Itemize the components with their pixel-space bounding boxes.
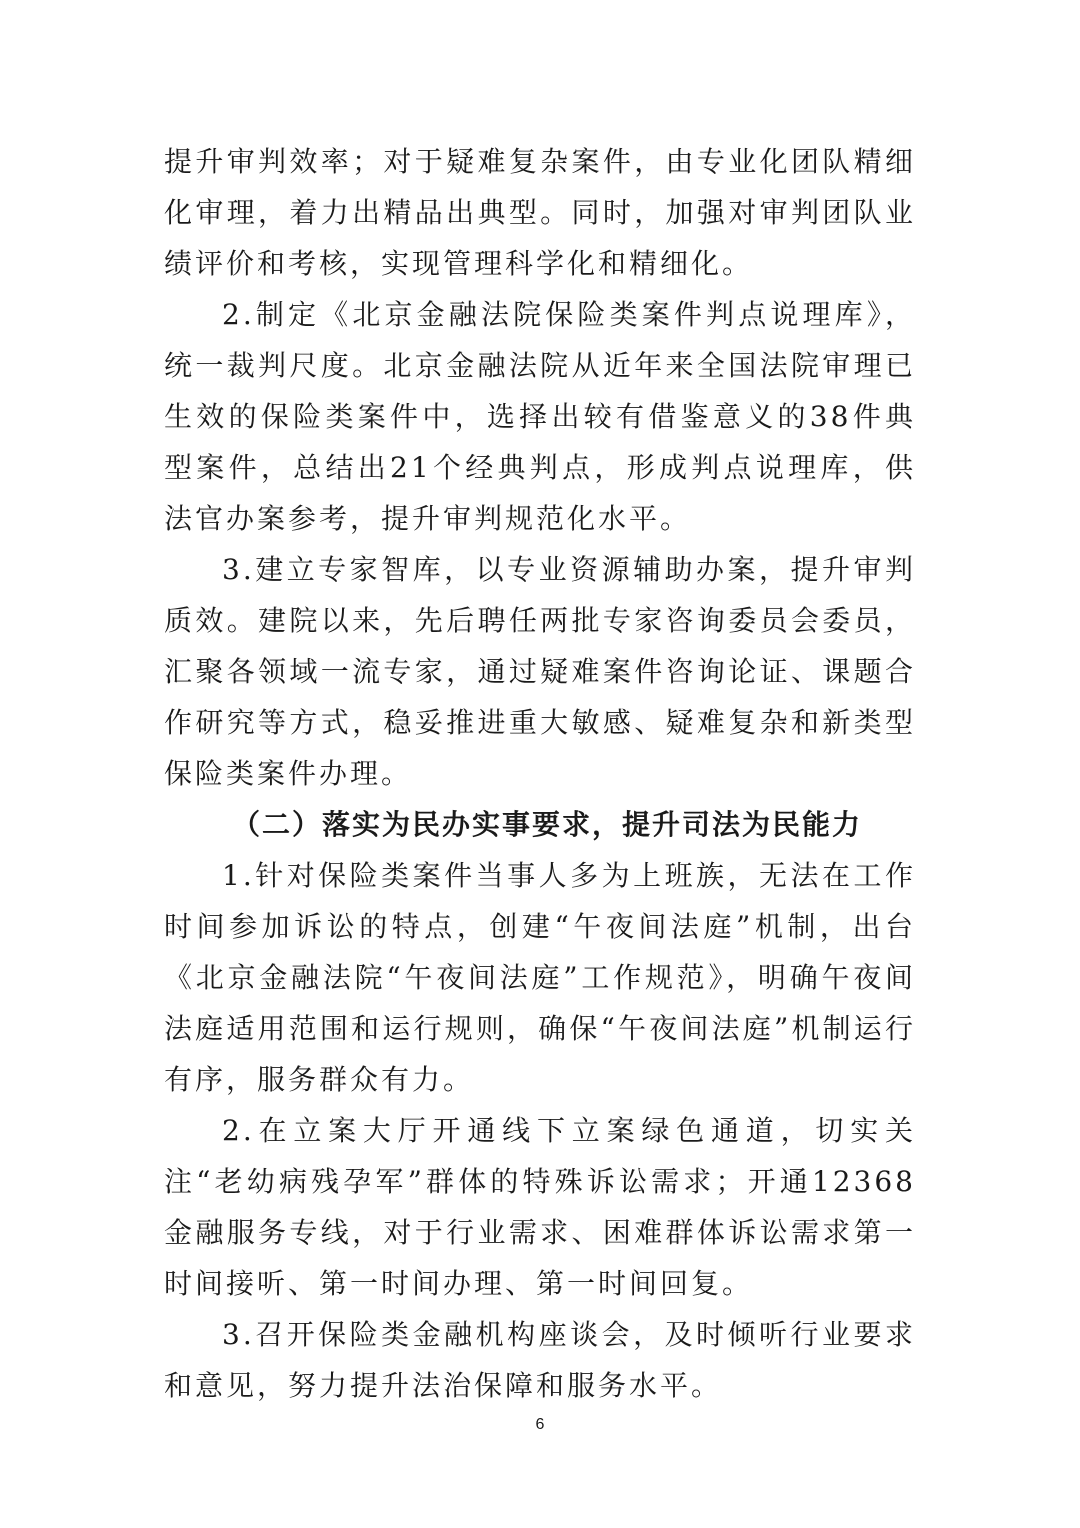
document-body: [164, 136, 916, 1411]
paragraph-item-3b: 3.召开保险类金融机构座谈会，及时倾听行业要求和意见，努力提升法治保障和服务水平。: [164, 1318, 916, 1402]
paragraph-item-1: 1.针对保险类案件当事人多为上班族，无法在工作时间参加诉讼的特点，创建“午夜间法庭”机制，出台《北京金融法院“午夜间法庭”工作规范》，明确午夜间法庭适用范围和运行规则，确保“午夜间法庭”机制运行有序，服务群众有力。: [164, 859, 916, 1096]
paragraph-item-2: 2.制定《北京金融法院保险类案件判点说理库》，统一裁判尺度。北京金融法院从近年来全国法院审理已生效的保险类案件中，选择出较有借鉴意义的38件典型案件，总结出21个经典判点，形成判点说理库，供法官办案参考，提升审判规范化水平。: [164, 298, 916, 535]
paragraph-continued: 提升审判效率；对于疑难复杂案件，由专业化团队精细化审理，着力出精品出典型。同时，加强对审判团队业绩评价和考核，实现管理科学化和精细化。: [164, 145, 916, 280]
paragraph-item-2b: 2.在立案大厅开通线下立案绿色通道，切实关注“老幼病残孕军”群体的特殊诉讼需求；开通12368金融服务专线，对于行业需求、困难群体诉讼需求第一时间接听、第一时间办理、第一时间回复。: [164, 1114, 916, 1300]
page-number: 6: [535, 1416, 545, 1433]
paragraph-item-3: 3.建立专家智库，以专业资源辅助办案，提升审判质效。建院以来，先后聘任两批专家咨询委员会委员，汇聚各领域一流专家，通过疑难案件咨询论证、课题合作研究等方式，稳妥推进重大敏感、疑难复杂和新类型保险类案件办理。: [164, 553, 916, 790]
section-heading: （二）落实为民办实事要求，提升司法为民能力: [232, 808, 863, 841]
